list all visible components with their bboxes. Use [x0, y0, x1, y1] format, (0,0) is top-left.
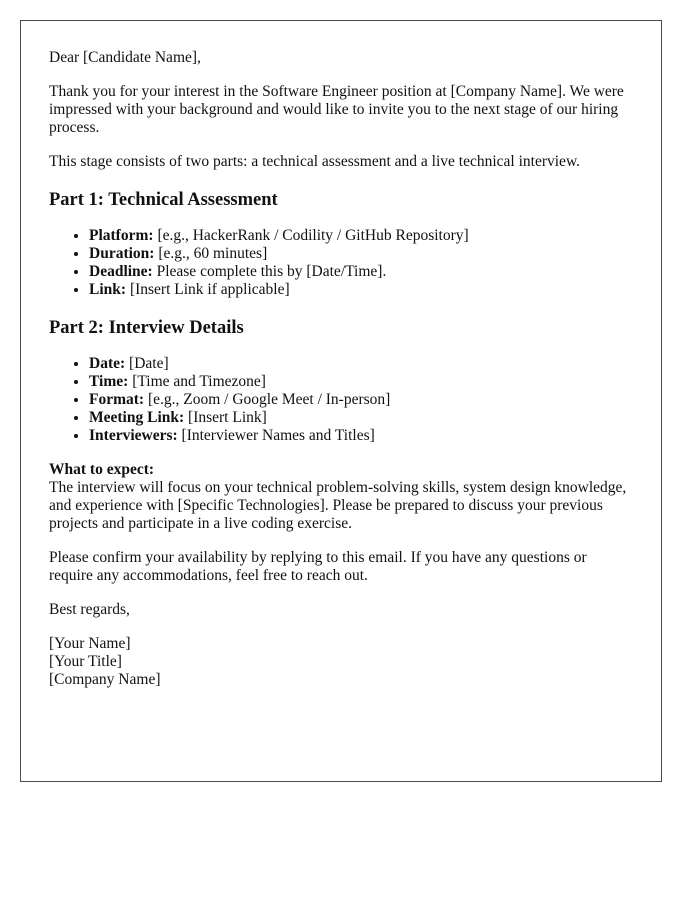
part1-item-link [89, 281, 633, 299]
item-label: Link: [89, 281, 127, 298]
item-value: [Insert Link] [184, 409, 267, 426]
item-value: [Time and Timezone] [128, 373, 266, 390]
expect-heading: What to expect: [49, 461, 155, 478]
expect-section [49, 461, 633, 533]
part2-heading: Part 2: Interview Details [49, 318, 244, 338]
part2-item-date [89, 355, 633, 373]
intro-paragraph: Thank you for your interest in the Software Engineer position at [Company Name]. We were impressed with your background and would like to invite you to the next stage of our hiring process. [49, 83, 624, 136]
overview-paragraph: This stage consists of two parts: a technical assessment and a live technical interview. [49, 153, 581, 170]
item-label: Format: [89, 391, 145, 408]
item-label: Duration: [89, 245, 155, 262]
letter-document [20, 20, 662, 782]
item-label: Deadline: [89, 263, 153, 280]
item-label: Platform: [89, 227, 154, 244]
part2-item-time [89, 373, 633, 391]
closing: Best regards, [49, 601, 130, 618]
item-label: Interviewers: [89, 427, 178, 444]
signature-company: [Company Name] [49, 671, 161, 688]
part2-item-meeting-link [89, 409, 633, 427]
item-value: [Interviewer Names and Titles] [177, 427, 375, 444]
part2-item-format [89, 391, 633, 409]
signature-title: [Your Title] [49, 653, 122, 670]
part1-heading: Part 1: Technical Assessment [49, 190, 278, 210]
part1-item-deadline [89, 263, 633, 281]
item-label: Time: [89, 373, 129, 390]
greeting: Dear [Candidate Name], [49, 49, 201, 66]
part1-item-duration [89, 245, 633, 263]
item-value: [e.g., Zoom / Google Meet / In-person] [144, 391, 391, 408]
signature-block [49, 635, 633, 689]
part1-list [49, 227, 633, 299]
part2-item-interviewers [89, 427, 633, 445]
part1-item-platform [89, 227, 633, 245]
confirm-paragraph: Please confirm your availability by replying to this email. If you have any questions or require any accommodations, feel free to reach out. [49, 549, 587, 584]
item-label: Date: [89, 355, 126, 372]
signature-name: [Your Name] [49, 635, 131, 652]
part2-list [49, 355, 633, 445]
item-value: [e.g., 60 minutes] [154, 245, 268, 262]
expect-body: The interview will focus on your technical problem-solving skills, system design knowledge, and experience with [Specific Technologies]. Please be prepared to discuss your previous projects and participate in a live coding exercise. [49, 479, 627, 532]
item-value: Please complete this by [Date/Time]. [152, 263, 387, 280]
item-value: [e.g., HackerRank / Codility / GitHub Repository] [153, 227, 469, 244]
item-value: [Insert Link if applicable] [126, 281, 290, 298]
item-label: Meeting Link: [89, 409, 185, 426]
item-value: [Date] [125, 355, 169, 372]
